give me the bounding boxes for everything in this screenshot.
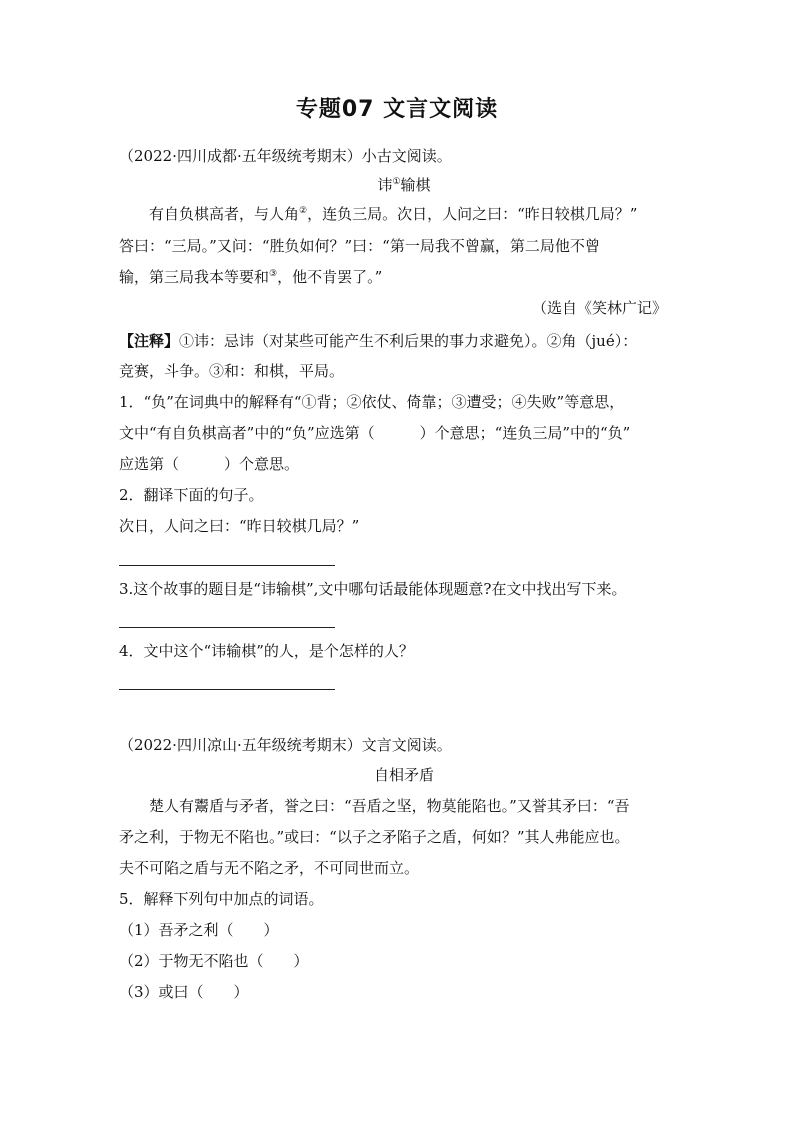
passage1-line3-b: ，他不肯罢了。” [277, 268, 383, 286]
passage1-line [119, 266, 689, 288]
question5-item: （3）或曰（ ） [119, 983, 249, 1001]
page-title: 专题07 文言文阅读 [295, 97, 499, 122]
question2-sentence: 次日，人问之曰：“昨日较棋几局？” [119, 517, 360, 535]
story1-title [119, 174, 689, 196]
footnote-marker: ③ [269, 269, 278, 279]
story2-title: 自相矛盾 [373, 766, 434, 784]
passage1-line3-a: 输，第三局我本等要和 [119, 268, 270, 286]
passage2-line3: 夫不可陷之盾与无不陷之矛，不可同世而立。 [119, 859, 420, 877]
section1-source: （2022·四川成都·五年级统考期末）小古文阅读。 [119, 147, 452, 165]
question3: 3.这个故事的题目是“讳输棋”,文中哪句话最能体现题意?在文中找出写下来。 [119, 580, 627, 598]
passage1-line1-b: ，连负三局。次日，人问之曰：“昨日较棋几局？” [307, 205, 638, 223]
answer-line[interactable] [119, 627, 335, 628]
question2: 2．翻译下面的句子。 [119, 486, 264, 504]
passage2-line2: 矛之利，于物无不陷也。”或曰：“以子之矛陷子之盾，何如？”其人弗能应也。 [119, 828, 630, 846]
passage1-line [119, 203, 689, 225]
footnote-marker: ② [299, 206, 308, 216]
question1-line1: 1．“负”在词典中的解释有“①背；②依仗、倚靠；③遭受；④失败”等意思， [119, 393, 625, 411]
question5-item: （2）于物无不陷也（ ） [119, 952, 309, 970]
question1-line3: 应选第（ ）个意思。 [119, 455, 300, 473]
story1-title-part-a: 讳 [377, 176, 393, 194]
passage1-line1-a: 有自负棋高者，与人角 [149, 205, 300, 223]
notes-line1 [119, 330, 689, 352]
notes-label: 【注释】 [119, 332, 180, 350]
citation: （选自《笑林广记》 [531, 299, 667, 317]
answer-line[interactable] [119, 689, 335, 690]
story1-title-part-b: 输棋 [400, 176, 431, 194]
notes-line2: 竞赛，斗争。③和：和棋，平局。 [119, 362, 345, 380]
passage1-line2: 答曰：“三局。”又问：“胜负如何？”曰：“第一局我不曾赢，第二局他不曾 [119, 237, 600, 255]
section2-source: （2022·四川凉山·五年级统考期末）文言文阅读。 [119, 736, 452, 754]
question4: 4．文中这个“讳输棋”的人，是个怎样的人？ [119, 642, 414, 660]
passage2-line1: 楚人有鬻盾与矛者，誉之曰：“吾盾之坚，物莫能陷也。”又誉其矛曰：“吾 [149, 797, 630, 815]
footnote-marker: ① [392, 177, 401, 187]
answer-line[interactable] [119, 565, 335, 566]
question5-item: （1）吾矛之利（ ） [119, 921, 279, 939]
question1-line2: 文中“有自负棋高者”中的“负”应选第（ ）个意思；“连负三局”中的“负” [119, 424, 631, 442]
question5: 5．解释下列句中加点的词语。 [119, 890, 324, 908]
notes-text: ①讳：忌讳（对某些可能产生不利后果的事力求避免）。②角（jué）： [179, 332, 638, 350]
